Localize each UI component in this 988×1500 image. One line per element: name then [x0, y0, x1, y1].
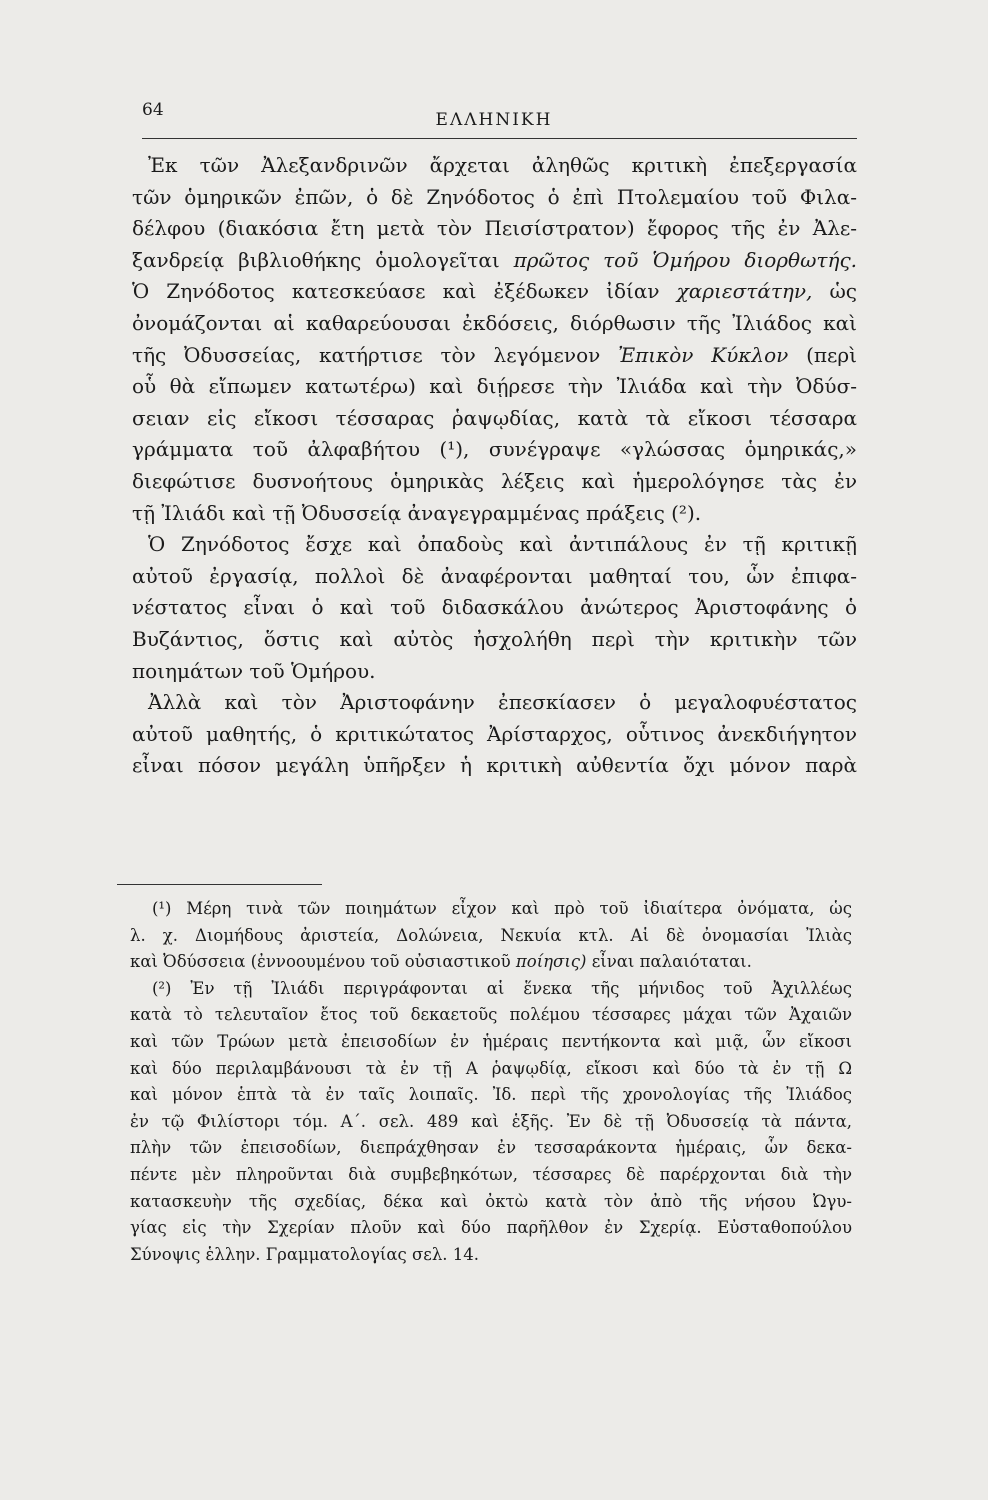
main-text	[132, 150, 857, 782]
text-line: Ἐκ τῶν Ἀλεξανδρινῶν ἄρχεται ἀληθῶς κριτικὴ ἐπεξεργασία	[148, 153, 857, 177]
footnote-line: καὶ τῶν Τρώων μετὰ ἐπεισοδίων ἐν ἡμέραις πεντήκοντα καὶ μιᾷ, ὧν εἴκοσι	[130, 1031, 852, 1051]
text-line: αὐτοῦ μαθητής, ὁ κριτικώτατος Ἀρίσταρχος, οὗτινος ἀνεκδιήγητον	[132, 721, 857, 746]
footnote-line: (¹) Μέρη τινὰ τῶν ποιημάτων εἶχον καὶ πρὸ τοῦ ἰδιαίτερα ὀνόματα, ὡς	[152, 899, 852, 918]
italic-phrase: Ἐπικὸν Κύκλον	[618, 342, 789, 367]
footnote-line: κατὰ τὸ τελευταῖον ἔτος τοῦ δεκαετοῦς πολέμου τέσσαρες μάχαι τῶν Ἀχαιῶν	[130, 1005, 852, 1025]
text-line: αὐτοῦ ἐργασίᾳ, πολλοὶ δὲ ἀναφέρονται μαθηταί του, ὧν ἐπιφα-	[132, 563, 857, 588]
text-line: ξανδρείᾳ βιβλιοθήκης ὁμολογεῖται πρῶτος τοῦ Ὁμήρου διορθωτής.	[132, 247, 857, 272]
text-line: νέστατος εἶναι ὁ καὶ τοῦ διδασκάλου ἀνώτερος Ἀριστοφάνης ὁ	[132, 595, 857, 620]
italic-phrase: πρῶτος τοῦ Ὁμήρου διορθωτής.	[513, 247, 857, 272]
footnote-line: γίας εἰς τὴν Σχερίαν πλοῦν καὶ δύο παρῆλθον ἐν Σχερίᾳ. Εὐσταθοπούλου	[130, 1218, 852, 1238]
text-line: ὀνομάζονται αἱ καθαρεύουσαι ἐκδόσεις, διόρθωσιν τῆς Ἰλιάδος καὶ	[132, 310, 857, 335]
footnote-line: ἐν τῷ Φιλίστορι τόμ. Α΄. σελ. 489 καὶ ἑξῆς. Ἐν δὲ τῇ Ὀδυσσείᾳ τὰ πάντα,	[130, 1111, 852, 1131]
text-line: ποιημάτων τοῦ Ὁμήρου.	[132, 658, 376, 683]
header-rule	[142, 138, 857, 139]
footnote-line: καὶ μόνον ἑπτὰ τὰ ἐν ταῖς λοιπαῖς. Ἰδ. περὶ τῆς χρονολογίας τῆς Ἰλιάδος	[130, 1085, 852, 1105]
footnote-line: πέντε μὲν πληροῦνται διὰ συμβεβηκότων, τέσσαρες δὲ παρέρχονται διὰ τὴν	[130, 1164, 852, 1184]
italic-phrase: ποίησις)	[515, 952, 587, 972]
text-line: Βυζάντιος, ὅστις καὶ αὐτὸς ἠσχολήθη περὶ τὴν κριτικὴν τῶν	[132, 626, 857, 651]
text-line: Ὁ Ζηνόδοτος κατεσκεύασε καὶ ἐξέδωκεν ἰδίαν χαριεστάτην, ὡς	[132, 279, 858, 304]
footnote-rule	[117, 884, 322, 885]
footnote-line: Σύνοψις ἑλλην. Γραμματολογίας σελ. 14.	[130, 1244, 480, 1264]
text-line: τῇ Ἰλιάδι καὶ τῇ Ὀδυσσείᾳ ἀναγεγραμμένας πράξεις (²).	[132, 500, 702, 525]
running-title: ΕΛΛΗΝΙΚΗ	[435, 110, 553, 130]
text-line: διεφώτισε δυσνοήτους ὁμηρικὰς λέξεις καὶ ἡμερολόγησε τὰς ἐν	[132, 468, 857, 493]
text-line: εἶναι πόσον μεγάλη ὑπῆρξεν ἡ κριτικὴ αὐθεντία ὄχι μόνον παρὰ	[132, 753, 857, 778]
text-line: γράμματα τοῦ ἀλφαβήτου (¹), συνέγραψε «γλώσσας ὁμηρικάς,»	[132, 437, 857, 462]
footnote-line: καὶ Ὀδύσσεια (ἐννοουμένου τοῦ οὐσιαστικοῦ ποίησις) εἶναι παλαιόταται.	[130, 952, 752, 972]
text-line: Ὁ Ζηνόδοτος ἔσχε καὶ ὀπαδοὺς καὶ ἀντιπάλους ἐν τῇ κριτικῇ	[148, 532, 857, 557]
footnote-line: λ. χ. Διομήδους ἀριστεία, Δολώνεια, Νεκυία κτλ. Αἱ δὲ ὀνομασίαι Ἰλιὰς	[130, 925, 852, 945]
text-line: Ἀλλὰ καὶ τὸν Ἀριστοφάνην ἐπεσκίασεν ὁ μεγαλοφυέστατος	[148, 690, 857, 715]
footnotes	[130, 896, 852, 1268]
text-line: τῆς Ὀδυσσείας, κατήρτισε τὸν λεγόμενον Ἐπικὸν Κύκλον (περὶ	[132, 342, 857, 367]
footnote-line: καὶ δύο περιλαμβάνουσι τὰ ἐν τῇ Α ῥαψῳδίᾳ, εἴκοσι καὶ δύο τὰ ἐν τῇ Ω	[130, 1058, 852, 1078]
page-number: 64	[142, 100, 164, 120]
text-line: σειαν εἰς εἴκοσι τέσσαρας ῥαψῳδίας, κατὰ τὰ εἴκοσι τέσσαρα	[132, 405, 857, 430]
footnote-line: (²) Ἐν τῇ Ἰλιάδι περιγράφονται αἱ ἕνεκα τῆς μήνιδος τοῦ Ἀχιλλέως	[152, 978, 852, 998]
text-line: δέλφου (διακόσια ἔτη μετὰ τὸν Πεισίστρατον) ἔφορος τῆς ἐν Ἀλε-	[132, 216, 857, 241]
text-line: οὗ θὰ εἴπωμεν κατωτέρω) καὶ διῄρεσε τὴν Ἰλιάδα καὶ τὴν Ὀδύσ-	[132, 374, 857, 399]
italic-phrase: χαριεστάτην,	[676, 279, 813, 304]
text-line: τῶν ὁμηρικῶν ἐπῶν, ὁ δὲ Ζηνόδοτος ὁ ἐπὶ Πτολεμαίου τοῦ Φιλα-	[132, 184, 857, 209]
footnote-line: κατασκευὴν τῆς σχεδίας, δέκα καὶ ὀκτὼ κατὰ τὸν ἀπὸ τῆς νήσου Ὠγυ-	[130, 1191, 852, 1211]
footnote-line: πλὴν τῶν ἐπεισοδίων, διεπράχθησαν ἐν τεσσαράκοντα ἡμέραις, ὧν δεκα-	[130, 1138, 852, 1158]
